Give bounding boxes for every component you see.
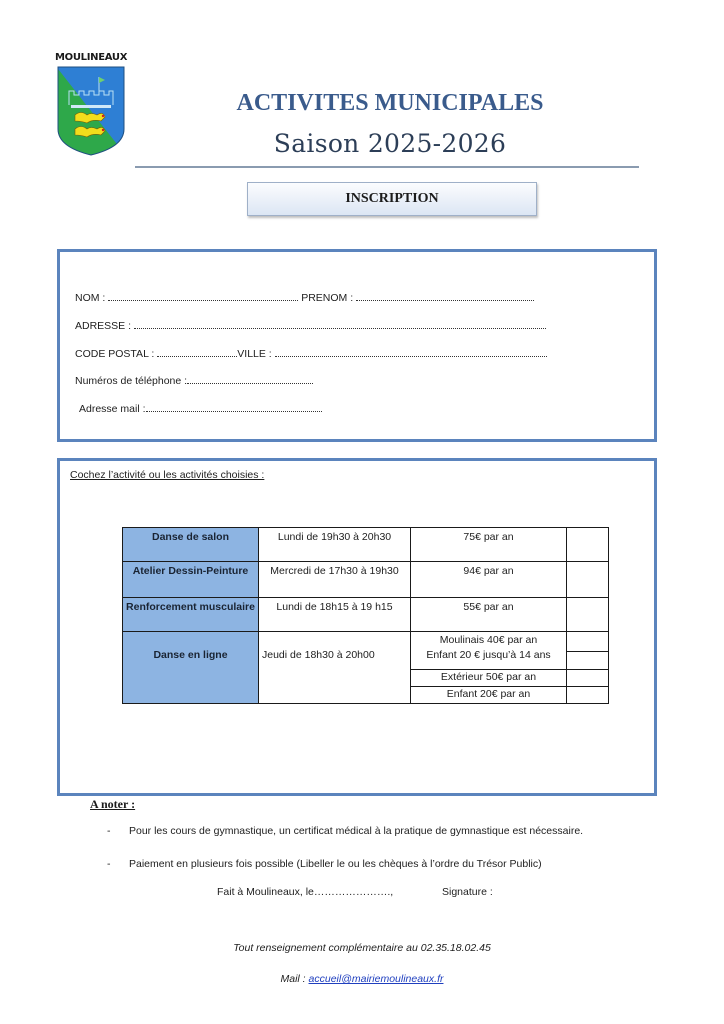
ville-field[interactable] [275, 348, 547, 357]
activity-price-group [411, 632, 567, 670]
ville-label: VILLE : [237, 348, 272, 360]
activities-section [57, 458, 657, 796]
activities-table [122, 527, 609, 704]
activity-price: 55€ par an [411, 598, 567, 632]
bullet-dash: - [107, 858, 111, 870]
logo-text: MOULINEAUX [55, 52, 128, 63]
activity-name: Danse de salon [123, 528, 259, 562]
place-date-field[interactable]: Fait à Moulineaux, le…………………., [217, 886, 394, 898]
nom-label: NOM : [75, 292, 106, 304]
moulineaux-logo [55, 52, 131, 157]
signature-label: Signature : [442, 886, 493, 898]
adresse-row [75, 320, 546, 332]
activity-checkbox[interactable] [567, 632, 609, 652]
activity-checkbox[interactable] [567, 687, 609, 704]
activity-name: Atelier Dessin-Peinture [123, 562, 259, 598]
activity-checkbox[interactable] [567, 652, 609, 670]
activity-schedule: Lundi de 19h30 à 20h30 [259, 528, 411, 562]
telephone-field[interactable] [187, 375, 313, 384]
notes-title: A noter : [90, 797, 136, 811]
note-text: Paiement en plusieurs fois possible (Libeller le ou les chèques à l’ordre du Trésor Public) [129, 858, 542, 870]
telephone-row [75, 375, 313, 387]
activity-checkbox[interactable] [567, 528, 609, 562]
mail-field[interactable] [146, 403, 322, 412]
activity-schedule: Jeudi de 18h30 à 20h00 [259, 632, 411, 704]
code-postal-field[interactable] [157, 348, 237, 357]
prenom-field[interactable] [356, 292, 534, 301]
activity-schedule: Mercredi de 17h30 à 19h30 [259, 562, 411, 598]
footer-info: Tout renseignement complémentaire au 02.35.18.02.45 [233, 942, 491, 954]
activity-price: Extérieur 50€ par an [411, 670, 567, 687]
prenom-label: PRENOM : [301, 292, 354, 304]
footer-mail-label: Mail : [280, 973, 306, 985]
table-row [123, 528, 609, 562]
activity-price: Enfant 20€ par an [411, 687, 567, 704]
activities-heading: Cochez l’activité ou les activités choisies : [70, 469, 265, 481]
code-postal-label: CODE POSTAL : [75, 348, 155, 360]
coat-of-arms-icon [55, 65, 127, 157]
table-row [123, 632, 609, 652]
mail-label: Adresse mail : [79, 403, 146, 415]
adresse-field[interactable] [134, 320, 546, 329]
adresse-label: ADRESSE : [75, 320, 132, 332]
footer-mail-link[interactable]: accueil@mairiemoulineaux.fr [308, 973, 444, 985]
activity-price: 75€ par an [411, 528, 567, 562]
activity-name: Danse en ligne [123, 632, 259, 704]
activity-price: 94€ par an [411, 562, 567, 598]
activity-checkbox[interactable] [567, 598, 609, 632]
nom-prenom-row [75, 292, 534, 304]
activity-price: Moulinais 40€ par an [439, 634, 538, 646]
activity-price: Enfant 20 € jusqu’à 14 ans [426, 649, 551, 661]
bullet-dash: - [107, 825, 111, 837]
footer-mail-row [0, 973, 724, 985]
activity-schedule: Lundi de 18h15 à 19 h15 [259, 598, 411, 632]
table-row [123, 562, 609, 598]
mail-row [79, 403, 322, 415]
inscription-banner: INSCRIPTION [247, 182, 537, 216]
nom-field[interactable] [108, 292, 298, 301]
activity-name: Renforcement musculaire [123, 598, 259, 632]
page-title: ACTIVITES MUNICIPALES [236, 90, 544, 116]
identity-section [57, 249, 657, 442]
table-row [123, 598, 609, 632]
code-postal-ville-row [75, 348, 547, 360]
season-subtitle: Saison 2025-2026 [273, 129, 507, 158]
activity-checkbox[interactable] [567, 562, 609, 598]
title-divider [135, 166, 639, 168]
note-text: Pour les cours de gymnastique, un certificat médical à la pratique de gymnastique est nécessaire. [129, 825, 584, 837]
telephone-label: Numéros de téléphone : [75, 375, 188, 387]
activity-checkbox[interactable] [567, 670, 609, 687]
